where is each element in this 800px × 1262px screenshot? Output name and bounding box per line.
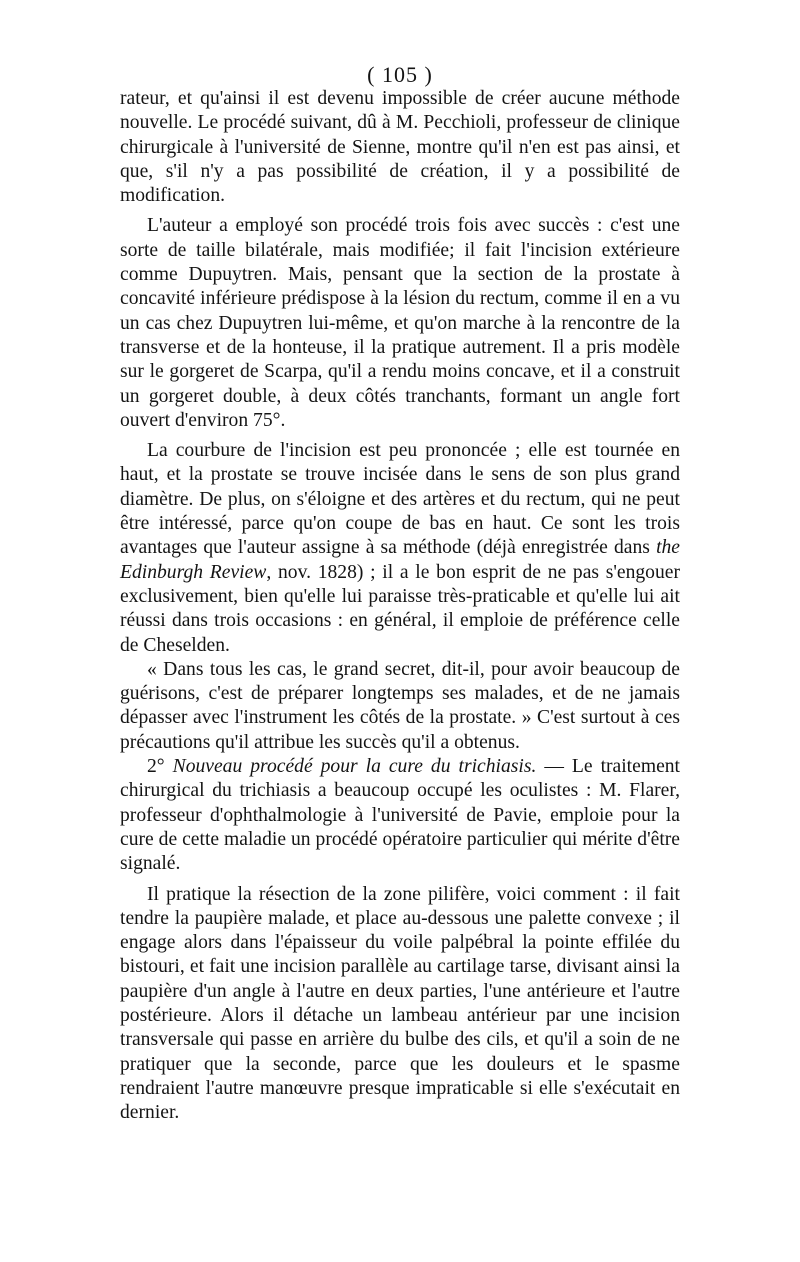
- section-heading: Nouveau procédé pour la cure du trichiasis.: [172, 756, 537, 778]
- paragraph-6: Il pratique la résection de la zone pilifère, voici comment : il fait tendre la paupière malade, et place au-dessous une palette convexe ; il engage alors dans l'épaisseur du voile palpébral la pointe effilée du bistouri, et fait une incision parallèle au cartilage tarse, divisant ainsi la paupière d'un angle à l'autre en deux parties, l'une antérieure et l'autre postérieure. Alors il détache un lambeau antérieur par une incision transversale qui passe en arrière du bulbe des cils, et qu'il a soin de ne pratiquer que la seconde, parce que les douleurs et le spasme rendraient l'autre manœuvre presque impraticable si elle s'exécutait en dernier.: [120, 883, 680, 1124]
- body-text: [120, 87, 680, 1125]
- journal-title: the Edinburgh Review: [120, 537, 680, 583]
- paragraph-3: [120, 439, 680, 658]
- paragraph-5-text-after: — Le traitement chirurgical du trichiasis a beaucoup occupé les oculistes : M. Flarer, professeur d'ophthalmologie à l'université de Pavie, emploie pour la cure de cette maladie un procédé opératoire particulier qui mérite d'être signalé.: [120, 756, 681, 875]
- paragraph-5: [120, 755, 680, 876]
- paragraph-1: rateur, et qu'ainsi il est devenu impossible de créer aucune méthode nouvelle. Le procédé suivant, dû à M. Pecchioli, professeur de clinique chirurgicale à l'université de Sienne, montre qu'il n'en est pas ainsi, et que, s'il n'y a pas possibilité de création, il y a possibilité de modification.: [120, 88, 680, 207]
- paragraph-3-text-after: , nov. 1828) ; il a le bon esprit de ne pas s'engouer exclusivement, bien qu'elle lui paraisse très-praticable et qu'elle lui ait réussi dans trois occasions : en général, il emploie de préférence celle de Cheselden.: [120, 561, 680, 656]
- page-number: ( 105 ): [367, 62, 433, 87]
- paragraph-4: « Dans tous les cas, le grand secret, dit-il, pour avoir beaucoup de guérisons, c'est de préparer longtemps ses malades, et de ne jamais dépasser avec l'instrument les côtés de la prostate. » C'est surtout à ces précautions qu'il attribue les succès qu'il a obtenus.: [120, 658, 680, 753]
- paragraph-5-number: 2°: [147, 756, 173, 778]
- paragraph-3-text-before: La courbure de l'incision est peu prononcée ; elle est tournée en haut, et la prostate se trouve incisée dans le sens de son plus grand diamètre. De plus, on s'éloigne et des artères et du rectum, qui ne peut être intéressé, parce qu'on coupe de bas en haut. Ce sont les trois avantages que l'auteur assigne à sa méthode (déjà enregistrée dans: [120, 440, 680, 559]
- paragraph-2: L'auteur a employé son procédé trois fois avec succès : c'est une sorte de taille bilatérale, mais modifiée; il fait l'incision extérieure comme Dupuytren. Mais, pensant que la section de la prostate à concavité inférieure prédispose à la lésion du rectum, comme il en a vu un cas chez Dupuytren lui-même, et qu'on marche à la rencontre de la transverse et de la honteuse, il la pratique autrement. Il a pris modèle sur le gorgeret de Scarpa, qu'il a rendu moins concave, et il a construit un gorgeret double, à deux côtés tranchants, formant un angle fort ouvert d'environ 75°.: [120, 215, 680, 431]
